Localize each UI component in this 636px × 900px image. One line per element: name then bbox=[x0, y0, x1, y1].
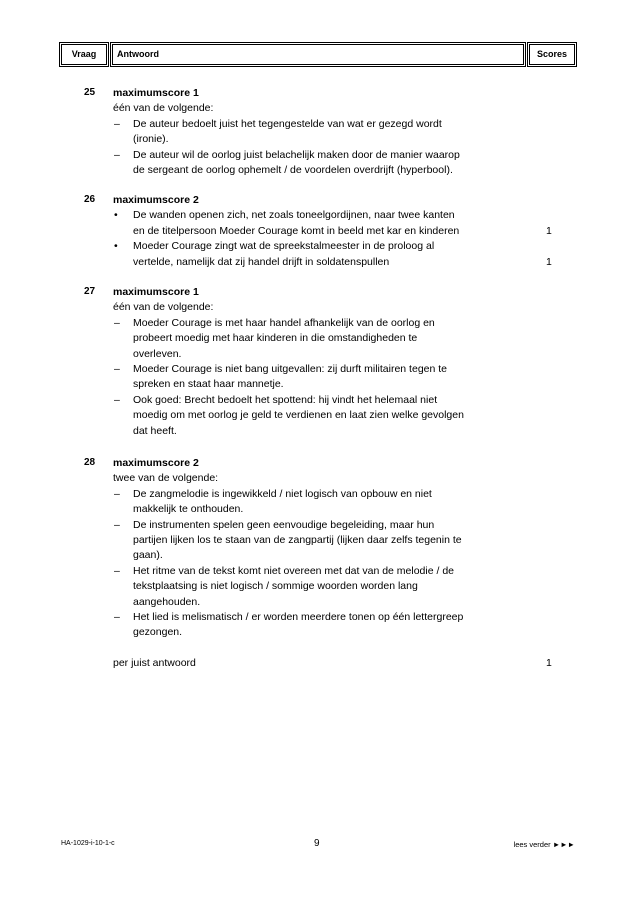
header-vraag: Vraag bbox=[61, 44, 107, 65]
question-title: maximumscore 2 bbox=[113, 457, 199, 469]
item-line: Het lied is melismatisch / er worden meerdere tonen op één lettergreep bbox=[133, 611, 464, 624]
list-item bbox=[113, 117, 533, 148]
item-line: Moeder Courage zingt wat de spreekstalmeester in de proloog al bbox=[133, 240, 435, 253]
item-line: partijen lijken los te staan van de zangpartij (lijken daar zelfs tegenin te bbox=[133, 534, 462, 547]
item-line: gaan). bbox=[133, 549, 163, 562]
item-score: 1 bbox=[546, 224, 552, 237]
item-line: Het ritme van de tekst komt niet overeen met dat van de melodie / de bbox=[133, 564, 454, 577]
item-line: (ironie). bbox=[133, 133, 169, 146]
item-line: dat heeft. bbox=[133, 424, 177, 437]
list-item bbox=[113, 362, 533, 393]
list-item bbox=[113, 487, 533, 518]
item-line: De auteur wil de oorlog juist belachelijk maken door de manier waarop bbox=[133, 148, 460, 161]
bullet-marker: • bbox=[114, 209, 118, 222]
item-line: de sergeant de oorlog ophemelt / de voordelen overdrijft (hyperbool). bbox=[133, 164, 453, 177]
item-line: gezongen. bbox=[133, 626, 183, 639]
question-intro: twee van de volgende: bbox=[113, 472, 219, 485]
item-line: makkelijk te onthouden. bbox=[133, 503, 244, 516]
item-line: De auteur bedoelt juist het tegengestelde van wat er gezegd wordt bbox=[133, 117, 442, 130]
dash-marker: – bbox=[114, 564, 120, 577]
item-line: en de titelpersoon Moeder Courage komt in beeld met kar en kinderen bbox=[133, 224, 460, 237]
dash-marker: – bbox=[114, 611, 120, 624]
dash-marker: – bbox=[114, 393, 120, 406]
item-score: 1 bbox=[546, 255, 552, 268]
question-intro: één van de volgende: bbox=[113, 301, 214, 314]
item-line: De wanden openen zich, net zoals toneelgordijnen, naar twee kanten bbox=[133, 209, 455, 222]
item-line: probeert moedig met haar kinderen in die omstandigheden te bbox=[133, 332, 418, 345]
header-scores: Scores bbox=[529, 44, 575, 65]
list-item bbox=[113, 316, 533, 362]
list-item bbox=[113, 208, 533, 239]
item-line: overleven. bbox=[133, 347, 182, 360]
question-intro: één van de volgende: bbox=[113, 102, 214, 115]
question-number: 26 bbox=[84, 194, 96, 205]
dash-marker: – bbox=[114, 518, 120, 531]
item-line: Moeder Courage is met haar handel afhankelijk van de oorlog en bbox=[133, 316, 435, 329]
question-title: maximumscore 1 bbox=[113, 286, 199, 298]
dash-marker: – bbox=[114, 487, 120, 500]
list-item bbox=[113, 148, 533, 179]
item-line: De instrumenten spelen geen eenvoudige begeleiding, maar hun bbox=[133, 518, 435, 531]
item-line: vertelde, namelijk dat zij handel drijft in soldatenspullen bbox=[133, 255, 390, 268]
dash-marker: – bbox=[114, 316, 120, 329]
question-number: 25 bbox=[84, 87, 96, 98]
document-code: HA-1029-i-10-1-c bbox=[61, 840, 115, 847]
item-line: De zangmelodie is ingewikkeld / niet logisch van opbouw en niet bbox=[133, 487, 432, 500]
question-number: 28 bbox=[84, 457, 96, 468]
page-number: 9 bbox=[314, 838, 320, 849]
item-line: Ook goed: Brecht bedoelt het spottend: hij vindt het helemaal niet bbox=[133, 393, 438, 406]
continue-label: lees verder ►►► bbox=[513, 840, 575, 849]
item-line: spreken en staat haar mannetje. bbox=[133, 378, 284, 391]
item-line: moedig om met oorlog je geld te verdienen en laat zien welke gevolgen bbox=[133, 409, 464, 422]
item-line: aangehouden. bbox=[133, 595, 201, 608]
header-antwoord: Antwoord bbox=[112, 44, 524, 65]
bullet-marker: • bbox=[114, 240, 118, 253]
dash-marker: – bbox=[114, 117, 120, 130]
item-line: Moeder Courage is niet bang uitgevallen: zij durft militairen tegen te bbox=[133, 363, 448, 376]
list-item bbox=[113, 393, 533, 439]
dash-marker: – bbox=[114, 148, 120, 161]
question-title: maximumscore 1 bbox=[113, 87, 199, 99]
dash-marker: – bbox=[114, 363, 120, 376]
list-item bbox=[113, 239, 533, 270]
per-answer-score: 1 bbox=[546, 657, 552, 670]
list-item bbox=[113, 564, 533, 610]
question-title: maximumscore 2 bbox=[113, 194, 199, 206]
page-footer bbox=[61, 838, 575, 850]
list-item bbox=[113, 518, 533, 564]
list-item bbox=[113, 610, 533, 641]
item-line: tekstplaatsing is niet logisch / sommige woorden worden lang bbox=[133, 580, 418, 593]
per-answer-label: per juist antwoord bbox=[113, 657, 196, 670]
question-number: 27 bbox=[84, 286, 96, 297]
